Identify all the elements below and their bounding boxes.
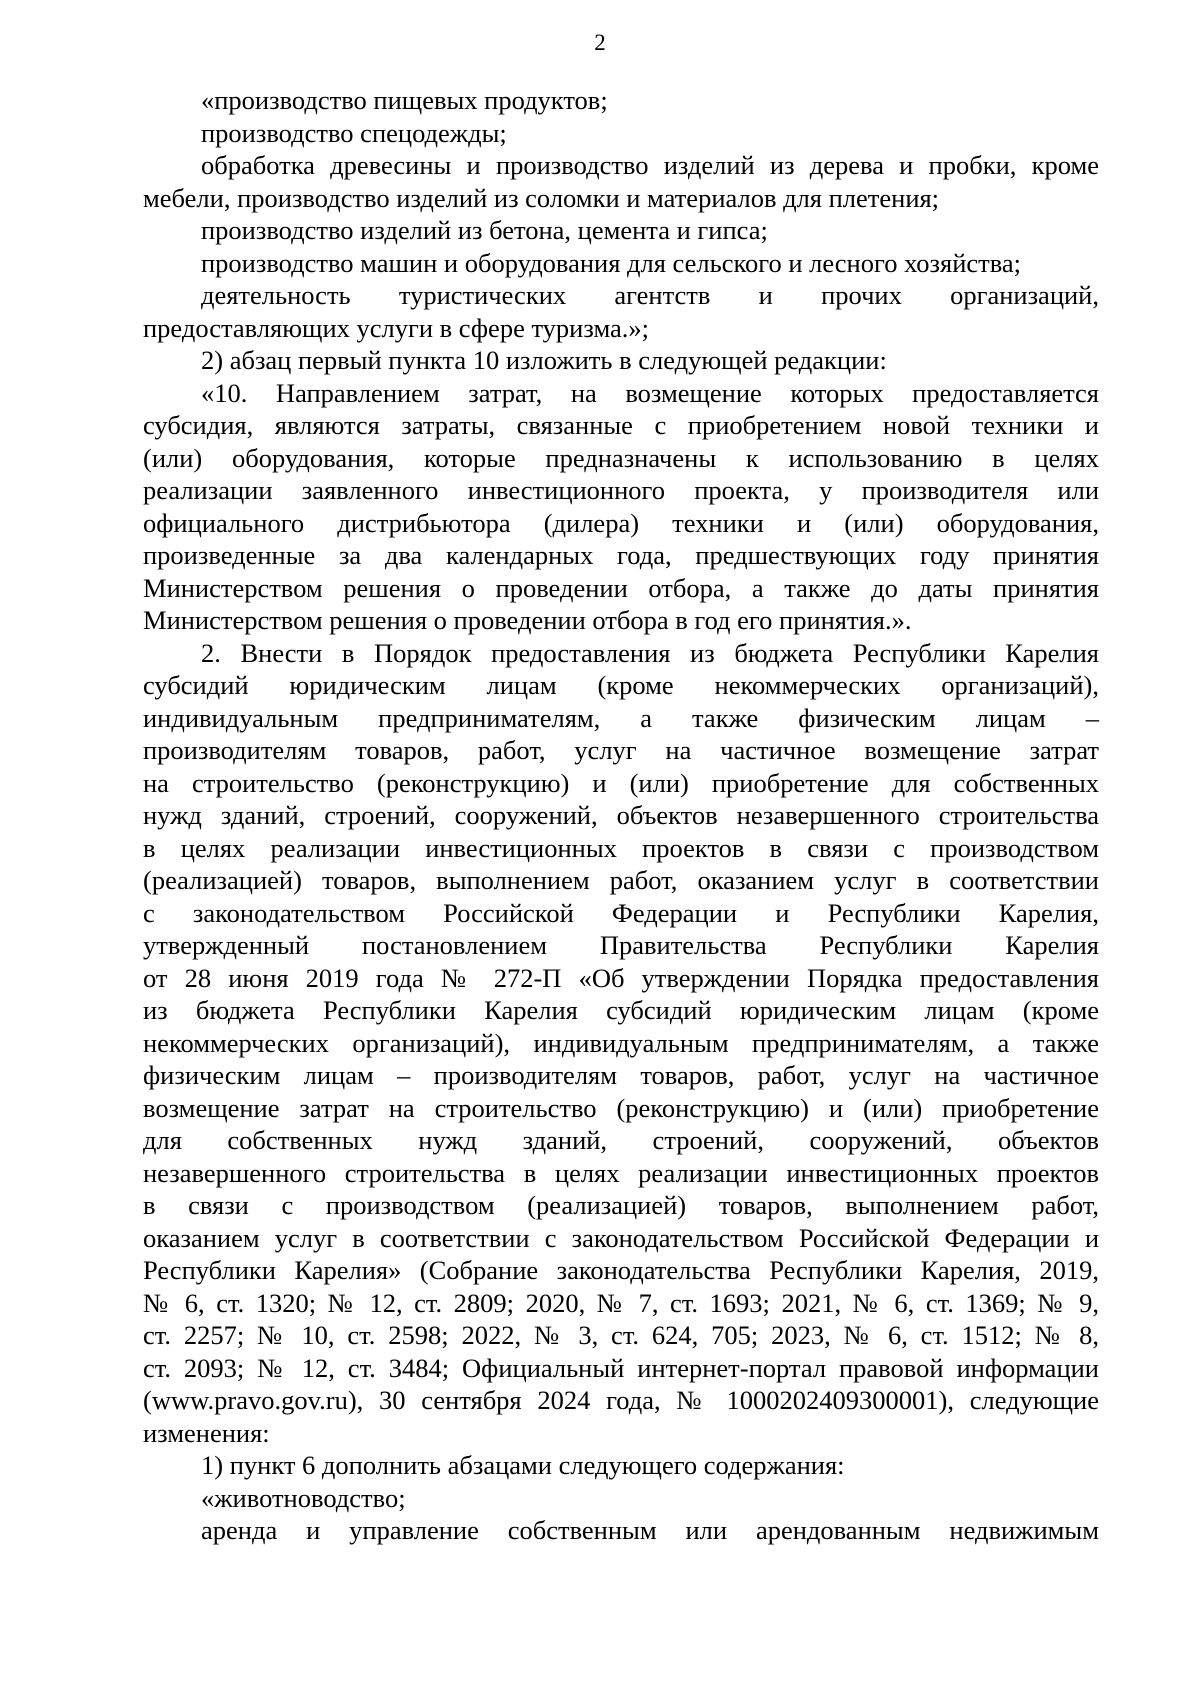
text-line: обработка древесины и производство изделий из дерева и пробки, кроме [201, 150, 1099, 180]
text-line: оказанием услуг в соответствии с законодательством Российской Федерации и [143, 1222, 1099, 1253]
text-line: индивидуальным предпринимателям, а также физическим лицам – [143, 702, 1099, 733]
text-line: (реализацией) товаров, выполнением работ, оказанием услуг в соответствии [143, 865, 1099, 895]
text-line: от 28 июня 2019 года № 272-П «Об утверждении Порядка предоставления [143, 962, 1099, 993]
text-line: в целях реализации инвестиционных проектов в связи с производством [143, 832, 1099, 863]
text-line: Министерством решения о проведении отбора, а также до даты принятия [143, 572, 1099, 603]
text-line: ст. 2257; № 10, ст. 2598; 2022, № 3, ст. 624, 705; 2023, № 6, ст. 1512; № 8, [143, 1320, 1099, 1350]
text-line: 2. Внести в Порядок предоставления из бюджета Республики Карелия [201, 637, 1099, 668]
text-line: производителям товаров, работ, услуг на частичное возмещение затрат [143, 735, 1099, 765]
text-line: возмещение затрат на строительство (реконструкцию) и (или) приобретение [143, 1092, 1099, 1123]
text-line: 1) пункт 6 дополнить абзацами следующего содержания: [201, 1450, 845, 1480]
text-line: на строительство (реконструкцию) и (или) приобретение для собственных [143, 767, 1099, 798]
text-line: некоммерческих организаций), индивидуальным предпринимателям, а также [143, 1027, 1099, 1058]
text-line: Министерством решения о проведении отбора в год его принятия.». [143, 605, 912, 635]
text-line: деятельность туристических агентств и прочих организаций, [201, 280, 1099, 310]
text-line: из бюджета Республики Карелия субсидий юридическим лицам (кроме [143, 995, 1099, 1025]
text-line: субсидия, являются затраты, связанные с приобретением новой техники и [143, 410, 1099, 440]
text-line: незавершенного строительства в целях реализации инвестиционных проектов [143, 1157, 1099, 1188]
text-line: «животноводство; [201, 1482, 406, 1513]
document-body [143, 84, 1099, 1547]
text-line: 2) абзац первый пункта 10 изложить в следующей редакции: [201, 345, 887, 375]
page-number: 2 [594, 30, 606, 55]
text-line: в связи с производством (реализацией) товаров, выполнением работ, [143, 1190, 1099, 1220]
text-line: произведенные за два календарных года, предшествующих году принятия [143, 540, 1099, 570]
text-line: для собственных нужд зданий, строений, сооружений, объектов [143, 1125, 1099, 1155]
text-line: Республики Карелия» (Собрание законодательства Республики Карелия, 2019, [143, 1255, 1099, 1285]
text-line: предоставляющих услуги в сфере туризма.»; [143, 312, 650, 343]
text-line: утвержденный постановлением Правительства Республики Карелия [143, 930, 1099, 960]
text-line: официального дистрибьютора (дилера) техники и (или) оборудования, [143, 507, 1099, 538]
text-line: изменения: [143, 1417, 270, 1448]
text-line: субсидий юридическим лицам (кроме некоммерческих организаций), [143, 670, 1099, 700]
text-line: мебели, производство изделий из соломки и материалов для плетения; [143, 182, 940, 213]
text-line: аренда и управление собственным или арендованным недвижимым [201, 1515, 1099, 1545]
text-line: производство изделий из бетона, цемента и гипса; [201, 215, 768, 245]
text-line: (www.pravo.gov.ru), 30 сентября 2024 года, № 1000202409300001), следующие [143, 1385, 1099, 1415]
text-line: производство спецодежды; [201, 117, 507, 148]
text-line: ст. 2093; № 12, ст. 3484; Официальный интернет-портал правовой информации [143, 1352, 1099, 1383]
text-line: производство машин и оборудования для сельского и лесного хозяйства; [201, 247, 1022, 278]
text-line: «10. Направлением затрат, на возмещение которых предоставляется [201, 377, 1099, 408]
text-line: «производство пищевых продуктов; [201, 85, 608, 115]
text-line: нужд зданий, строений, сооружений, объектов незавершенного строительства [143, 800, 1099, 830]
text-line: № 6, ст. 1320; № 12, ст. 2809; 2020, № 7, ст. 1693; 2021, № 6, ст. 1369; № 9, [143, 1287, 1099, 1318]
text-line: физическим лицам – производителям товаров, работ, услуг на частичное [143, 1060, 1099, 1090]
text-line: реализации заявленного инвестиционного проекта, у производителя или [143, 475, 1099, 505]
text-line: с законодательством Российской Федерации и Республики Карелия, [143, 897, 1099, 928]
text-line: (или) оборудования, которые предназначены к использованию в целях [143, 442, 1099, 473]
